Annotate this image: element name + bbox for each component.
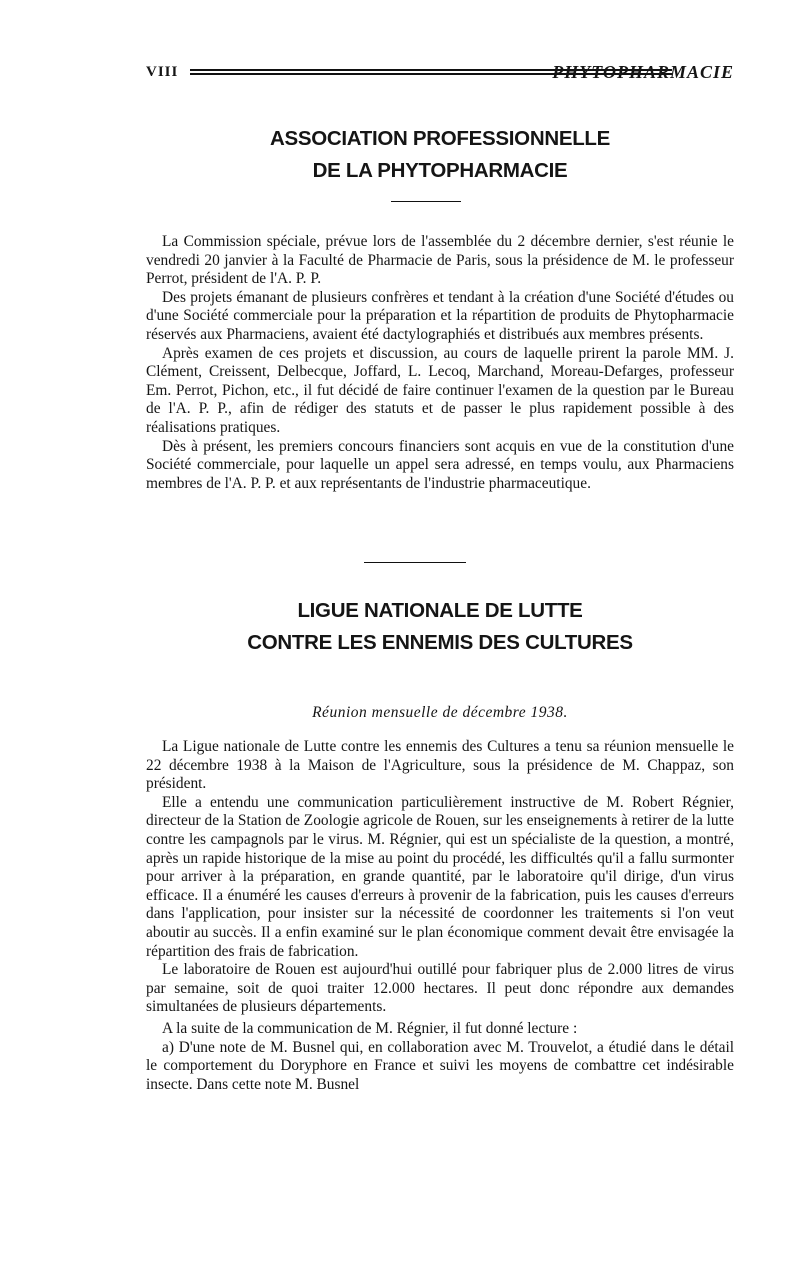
running-title: PHYTOPHARMACIE bbox=[552, 62, 734, 82]
section1-title-line2: DE LA PHYTOPHARMACIE bbox=[312, 159, 568, 182]
section1-title-rule bbox=[391, 201, 461, 202]
section1-title-line1: ASSOCIATION PROFESSIONNELLE bbox=[269, 127, 611, 150]
section-separator-rule bbox=[364, 562, 466, 563]
section2-title-line1: LIGUE NATIONALE DE LUTTE bbox=[297, 599, 583, 622]
page-number: VIII bbox=[146, 64, 179, 80]
section2-subtitle: Réunion mensuelle de décembre 1938. bbox=[312, 704, 568, 721]
section2-title-line2: CONTRE LES ENNEMIS DES CULTURES bbox=[247, 631, 633, 654]
section1-paragraph-1: La Commission spéciale, prévue lors de l'assemblée du 2 décembre dernier, s'est réunie le vendredi 20 janvier à la Faculté de Pharmacie de Paris, sous la présidence de M. le professeur Perrot, président de l'A. P. P. bbox=[146, 233, 734, 288]
section2-body bbox=[146, 738, 734, 1094]
section2-paragraph-4: A la suite de la communication de M. Régnier, il fut donné lecture : bbox=[162, 1019, 578, 1037]
section2-paragraph-3: Le laboratoire de Rouen est aujourd'hui outillé pour fabriquer plus de 2.000 litres de virus par semaine, soit de quoi traiter 12.000 hectares. Il peut donc répondre aux demandes simultanées de plusieurs départements. bbox=[146, 961, 734, 1016]
section2-paragraph-5: a) D'une note de M. Busnel qui, en collaboration avec M. Trouvelot, a étudié dans le détail le comportement du Doryphore en France et suivi les moyens de combattre cet indésirable insecte. Dans cette note M. Busnel bbox=[146, 1038, 734, 1093]
section1-paragraph-2: Des projets émanant de plusieurs confrères et tendant à la création d'une Société d'études ou d'une Société commerciale pour la préparation et la répartition de produits de Phytopharmacie réservés aux Pharmaciens, avaient été dactylographiés et distribués aux membres présents. bbox=[146, 288, 734, 343]
section2-paragraph-1: La Ligue nationale de Lutte contre les ennemis des Cultures a tenu sa réunion mensuelle le 22 décembre 1938 à la Maison de l'Agriculture, sous la présidence de M. Chappaz, son président. bbox=[146, 738, 734, 793]
section2-paragraph-2: Elle a entendu une communication particulièrement instructive de M. Robert Régnier, directeur de la Station de Zoologie agricole de Rouen, sur les enseignements à retirer de la lutte contre les campagnols par le virus. M. Régnier, qui est un spécialiste de la question, a montré, après un rapide historique de la mise au point du procédé, les difficultés qu'il a fallu surmonter pour arriver à la préparation, en grande quantité, par le laboratoire qu'il dirige, d'un virus efficace. Il a énuméré les causes d'erreurs à provenir de la fabrication, puis les causes d'erreurs dans l'application, pour insister sur la nécessité de coordonner les traitements si l'on veut aboutir au succès. Il a enfin examiné sur le plan économique comment devait être envisagée la répartition des frais de fabrication. bbox=[146, 793, 734, 960]
section1-paragraph-4: Dès à présent, les premiers concours financiers sont acquis en vue de la constitution d'une Société commerciale, pour laquelle un appel sera adressé, en temps voulu, aux Pharmaciens membres de l'A. P. P. et aux représentants de l'industrie pharmaceutique. bbox=[146, 437, 734, 492]
page-header bbox=[146, 62, 734, 84]
section1-paragraph-3: Après examen de ces projets et discussion, au cours de laquelle prirent la parole MM. J. Clément, Creissent, Delbecque, Joffard, L. Lecoq, Marchand, Moreau-Defarges, professeur Em. Perrot, Pichon, etc., il fut décidé de faire continuer l'examen de la question par le Bureau de l'A. P. P., afin de rédiger des statuts et de passer le plus rapidement possible à des réalisations pratiques. bbox=[146, 344, 734, 436]
section1-body bbox=[146, 233, 734, 493]
